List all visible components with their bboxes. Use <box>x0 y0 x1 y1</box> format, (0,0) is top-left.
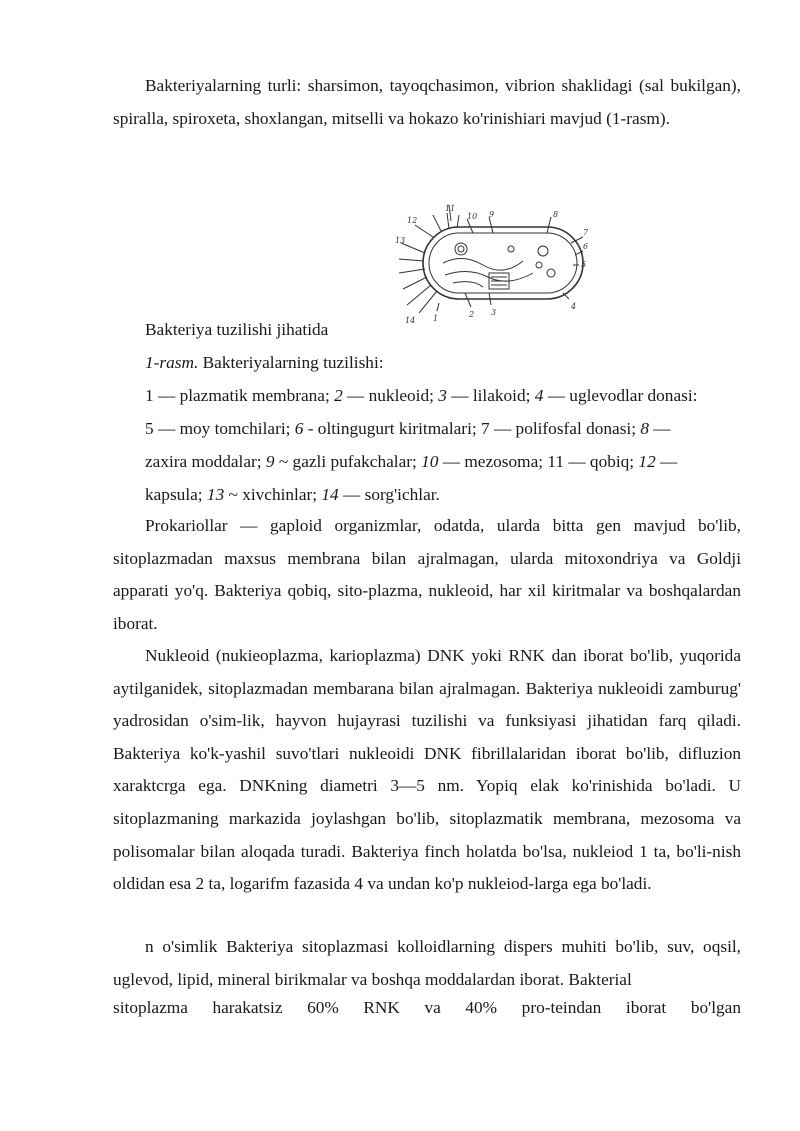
figure-label: 1 <box>433 314 439 323</box>
figure-label: 10 <box>467 212 478 221</box>
figure-label: 3 <box>491 308 497 317</box>
paragraph-intro: Bakteriyalarning turli: sharsimon, tayoqchasimon, vibrion shaklidagi (sal bukilgan), spiralla, spiroxeta, shoxlangan, mitselli va hokazo ko'rinishiari mavjud (1-rasm). <box>113 76 741 128</box>
legend-text: ~ xivchinlar; <box>224 485 322 504</box>
word: 40% <box>465 998 498 1017</box>
legend-text: zaxira moddalar; <box>145 452 266 471</box>
figure-label: 8 <box>553 210 559 219</box>
figure-label: 11 <box>445 204 456 213</box>
legend-line <box>145 452 677 472</box>
word: 60% <box>307 998 339 1017</box>
figure-label: 6 <box>583 242 589 251</box>
word: va <box>424 998 441 1017</box>
legend-text: — <box>655 452 678 471</box>
legend-num: 12 <box>638 452 656 471</box>
word: RNK <box>363 998 400 1017</box>
rasm-title: Bakteriyalarning tuzilishi: <box>198 353 384 372</box>
word: iborat <box>625 998 667 1017</box>
legend-text: kapsula; <box>145 485 207 504</box>
legend-num: 14 <box>321 485 339 504</box>
figure-label: 7 <box>583 228 589 237</box>
legend-line <box>145 485 440 505</box>
figure-label: 5 <box>581 260 587 269</box>
legend-text: — sorg'ichlar. <box>338 485 440 504</box>
legend-text: — <box>648 419 671 438</box>
legend-text: — mezosoma; 11 — qobiq; <box>438 452 639 471</box>
paragraph-last-line <box>113 998 741 1018</box>
legend-text: 1 — plazmatik membrana; <box>145 386 335 405</box>
figure-label: 14 <box>405 316 416 325</box>
legend-text: — nukleoid; <box>342 386 439 405</box>
legend-line <box>145 386 697 406</box>
bacteria-structure-figure <box>393 203 593 333</box>
figure-label: 4 <box>571 302 577 311</box>
word: harakatsiz <box>212 998 283 1017</box>
figure-label: 13 <box>395 236 406 245</box>
word: sitoplazma <box>113 998 188 1017</box>
legend-num: 6 <box>294 419 304 438</box>
legend-num: 9 <box>265 452 275 471</box>
legend-num: 13 <box>206 485 225 504</box>
legend-num: 4 <box>534 386 544 405</box>
legend-text: 5 — moy tomchilari; <box>145 419 295 438</box>
legend-num: 10 <box>421 452 439 471</box>
paragraph-prokaryotes: Prokariollar — gaploid organizmlar, odatda, ularda bitta gen mavjud bo'lib, sitoplazmadan maxsus membrana bilan ajralmagan, ularda mitoxondriya va Goldji apparati yo'q. Bakteriya qobiq, sito-plazma, nukleoid, har xil kiritmalar va boshqalardan iborat. <box>113 516 741 633</box>
legend-text: — uglevodlar donasi: <box>543 386 698 405</box>
figure-label: 12 <box>407 216 418 225</box>
legend-text: — lilakoid; <box>446 386 535 405</box>
caption-intro: Bakteriya tuzilishi jihatida <box>145 320 329 339</box>
legend-num: 8 <box>640 419 649 438</box>
legend-num: 2 <box>334 386 343 405</box>
legend-num: 3 <box>438 386 447 405</box>
figure-label: 9 <box>489 210 495 219</box>
legend-line <box>145 419 671 439</box>
legend-text: ~ gazli pufakchalar; <box>274 452 422 471</box>
paragraph-cytoplasm: n o'simlik Bakteriya sitoplazmasi kolloidlarning dispers muhiti bo'lib, suv, oqsil, uglevod, lipid, mineral birikmalar va boshqa moddalardan iborat. Bakterial <box>113 937 741 989</box>
legend-text: - oltingugurt kiritmalari; 7 — polifosfal donasi; <box>303 419 641 438</box>
paragraph-nucleoid: Nukleoid (nukieoplazma, karioplazma) DNK yoki RNK dan iborat bo'lib, yuqorida aytilganidek, sitoplazmadan membarana bilan ajralmagan. Bakteriya nukleoidi zamburug' yadrosidan o'sim-lik, hayvon hujayrasi tuzilishi va funksiyasi jihatidan farq qiladi. Bakteriya ko'k-yashil suvo'tlari nukleoidi DNK fibrillalaridan iborat bo'lib, difluzion xaraktcrga ega. DNKning diametri 3—5 nm. Yopiq elak ko'rinishida bo'ladi. U sitoplazmaning markazida joylashgan bo'lib, sitoplazmatik membrana, mezosoma va polisomalar bilan aloqada turadi. Bakteriya finch holatda bo'lsa, nukleiod 1 ta, bo'li-nish oldidan esa 2 ta, logarifm fazasida 4 va undan ko'p nukleiod-larga ega bo'ladi. <box>113 646 741 894</box>
figure-label: 2 <box>469 310 475 319</box>
word: bo'lgan <box>690 998 741 1017</box>
word: pro-teindan <box>521 998 602 1017</box>
rasm-label: 1-rasm. <box>145 353 199 372</box>
figure-caption-title <box>145 353 384 373</box>
